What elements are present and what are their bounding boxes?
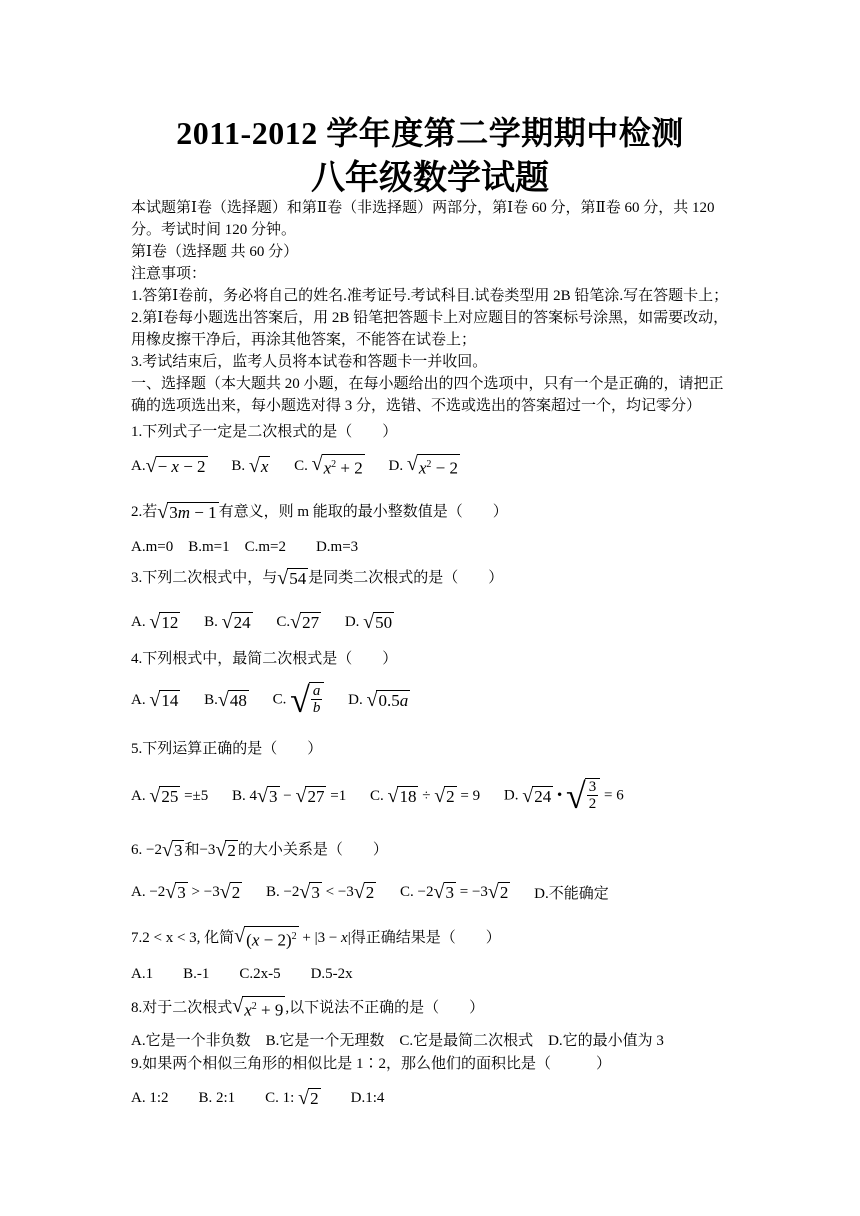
question-2-options: A.m=0 B.m=1 C.m=2 D.m=3	[131, 539, 359, 555]
question-4-options: A. √ 14 B. √ 48 C. √ $\frac{a}{b}$ D. √ 0.5a	[131, 680, 409, 720]
notice-3: 3.考试结束后，监考人员将本试卷和答题卡一并收回。	[131, 354, 488, 370]
section-1-heading: 一、选择题（本大题共 20 小题，在每小题给出的四个选项中，只有一个是正确的，请把正确的选项选出来，每小题选对得 3 分，选错、不选或选出的答案超过一个，均记零分）	[131, 376, 724, 414]
exam-title: 2011-2012 学年度第二学期期中检测	[176, 115, 684, 151]
question-9: 9.如果两个相似三角形的相似比是 1∶2，那么他们的面积比是（ ）	[131, 1056, 612, 1072]
notice-2: 2.第Ⅰ卷每小题选出答案后，用 2B 铅笔把答题卡上对应题目的答案标号涂黑，如需要改动，用橡皮擦干净后，再涂其他答案，不能答在试卷上；	[131, 310, 729, 348]
question-6-options: A. −2 √ 3 > −3 √ 2 B. −2 √ 3 < −3 √ 2 C. −2 √ 3 = −3 √ 2 D.不能确定	[131, 881, 609, 903]
notice-title: 注意事项：	[131, 266, 207, 282]
question-7: 7.2 < x < 3, 化简 √ $(x - 2)^2$ + |3 − x|得正确结果是（ ）	[131, 925, 501, 950]
question-1-options: A. √ − x − 2 B. √ x C. √ $x^2 + 2$ D. √ $x^2 - 2$	[131, 453, 458, 478]
intro-text: 本试题第Ⅰ卷（选择题）和第Ⅱ卷（非选择题）两部分，第Ⅰ卷 60 分，第Ⅱ卷 60 分，共 120分。考试时间 120 分钟。	[131, 200, 715, 238]
question-8: 8.对于二次根式 √ $x^2 + 9$ ,以下说法不正确的是（ ）	[131, 995, 485, 1020]
question-3-options: A. √ 12 B. √ 24 C. √ 27 D. √ 50	[131, 611, 393, 633]
question-9-options: A. 1:2 B. 2:1 C. 1: √ 2 D.1:4	[131, 1087, 385, 1110]
part1-heading: 第Ⅰ卷（选择题 共 60 分）	[131, 244, 299, 260]
notice-1: 1.答第Ⅰ卷前，务必将自己的姓名.准考证号.考试科目.试卷类型用 2B 铅笔涂.写在答题卡上；	[131, 288, 729, 304]
question-5: 5.下列运算正确的是（ ）	[131, 741, 323, 757]
question-8-options: A.它是一个非负数 B.它是一个无理数 C.它是最简二次根式 D.它的最小值为 3	[131, 1033, 664, 1049]
question-4: 4.下列根式中，最简二次根式是（ ）	[131, 651, 398, 667]
question-1: 1.下列式子一定是二次根式的是（ ）	[131, 424, 398, 440]
question-5-options: A. √ 25 =±5 B. 4 √ 3 − √ 27 =1 C. √ 18 ÷ √ 2 = 9 D. √ 24 • √ $\frac{3}{2}$ = 6	[131, 776, 624, 816]
exam-subtitle: 八年级数学试题	[311, 160, 549, 197]
question-7-options: A.1 B.-1 C.2x-5 D.5-2x	[131, 966, 353, 982]
question-3: 3.下列二次根式中，与 √ 54 是同类二次根式的是（ ）	[131, 567, 504, 590]
question-2: 2.若 √ 3m − 1 有意义，则 m 能取的最小整数值是（ ）	[131, 501, 508, 524]
question-6: 6. −2 √ 3 和−3 √ 2 的大小关系是（ ）	[131, 839, 388, 862]
